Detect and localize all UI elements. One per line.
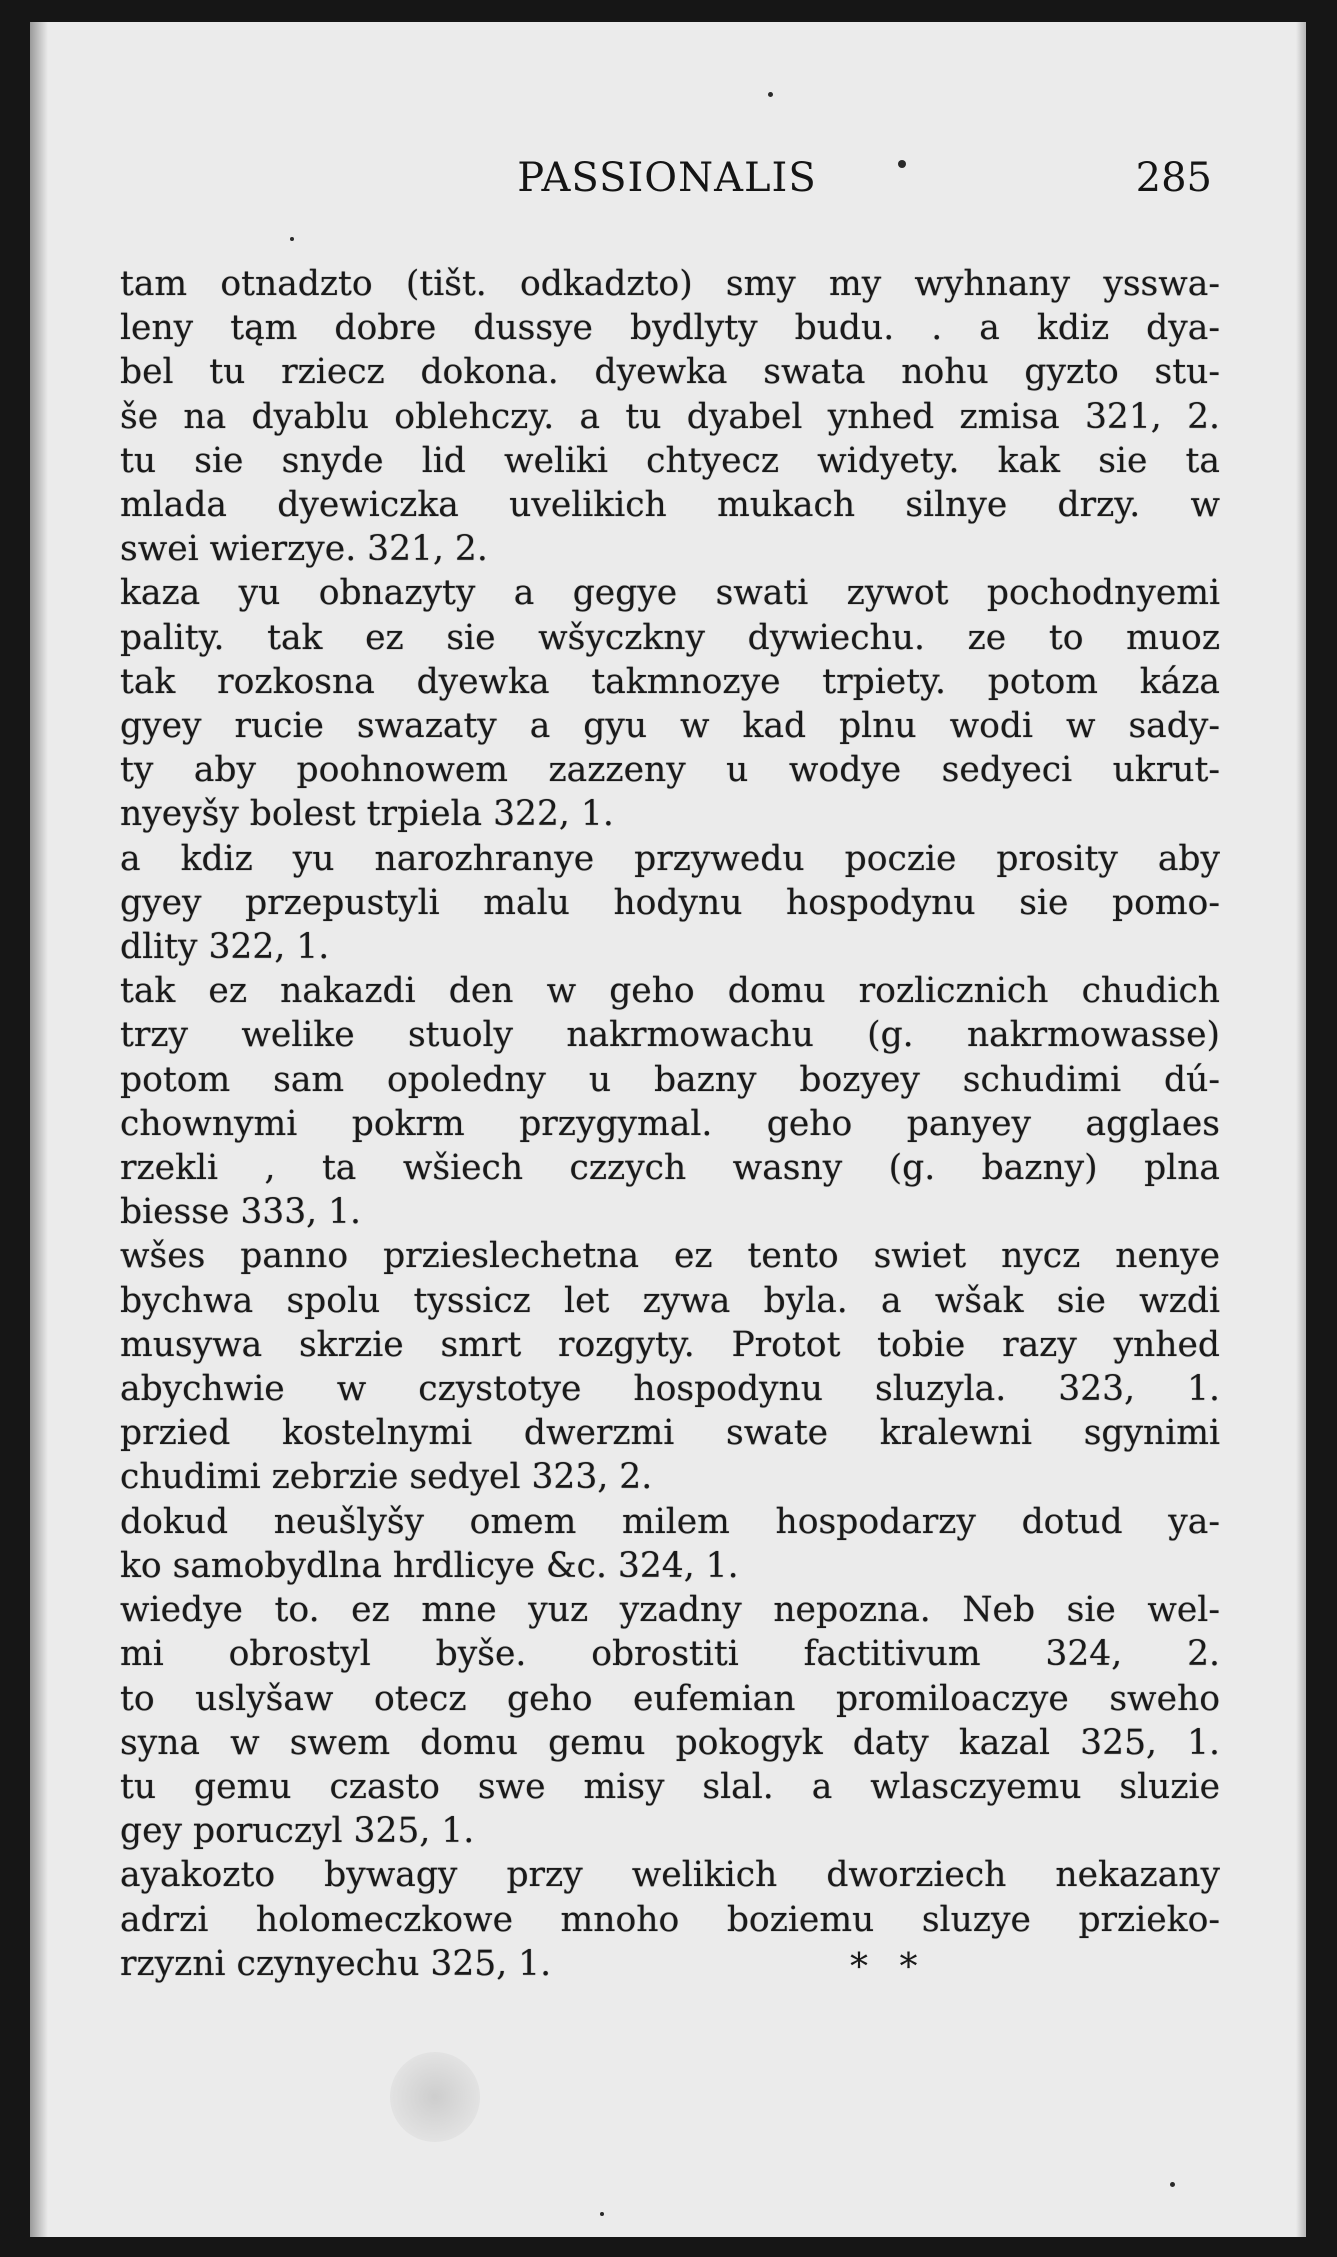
text-line: gey poruczyl 325, 1. — [120, 1811, 475, 1852]
page-header — [122, 155, 1212, 215]
text-line: musywa skrzie smrt rozgyty. Protot tobie razy ynhed — [120, 1324, 1220, 1365]
text-line: chownymi pokrm przygymal. geho panyey agglaes — [120, 1103, 1220, 1144]
text-line: rzyzni czynyechu 325, 1. — [120, 1943, 552, 1984]
page-number: 285 — [1135, 155, 1212, 201]
page-gutter-shadow — [30, 22, 48, 2237]
text-line: to uslyšaw otecz geho eufemian promiloaczye sweho — [120, 1678, 1220, 1719]
text-line: abychwie w czystotye hospodynu sluzyla. 323, 1. — [120, 1369, 1220, 1410]
text-line: leny tąm dobre dussye bydlyty budu. . a kdiz dya- — [120, 308, 1220, 349]
text-line: še na dyablu oblehczy. a tu dyabel ynhed zmisa 321, 2. — [120, 396, 1220, 437]
text-line: dlity 322, 1. — [120, 927, 330, 968]
text-line: potom sam opoledny u bazny bozyey schudimi dú- — [120, 1059, 1220, 1100]
text-line: tam otnadzto (tišt. odkadzto) smy my wyhnany ysswa- — [120, 264, 1220, 304]
text-line: ko samobydlna hrdlicye &c. 324, 1. — [120, 1545, 739, 1586]
page-edge-shadow — [1296, 22, 1306, 2237]
text-line: chudimi zebrzie sedyel 323, 2. — [120, 1457, 653, 1498]
body-text — [120, 262, 1220, 1986]
ink-speck — [600, 2212, 604, 2216]
ink-speck — [768, 92, 773, 97]
text-line: bychwa spolu tyssicz let zywa byla. a wšak sie wzdi — [120, 1280, 1220, 1321]
text-line: biesse 333, 1. — [120, 1192, 362, 1233]
book-page — [30, 22, 1306, 2237]
text-line: ty aby poohnowem zazzeny u wodye sedyeci ukrut- — [120, 750, 1220, 791]
text-line: trzy welike stuoly nakrmowachu (g. nakrmowasse) — [120, 1015, 1220, 1056]
ink-speck — [1170, 2182, 1175, 2187]
ink-speck — [290, 237, 294, 241]
text-line: wšes panno przieslechetna ez tento swiet nycz nenye — [120, 1236, 1220, 1277]
text-line: tak rozkosna dyewka takmnozye trpiety. potom káza — [120, 661, 1220, 702]
text-line: tu gemu czasto swe misy slal. a wlasczyemu sluzie — [120, 1766, 1220, 1807]
text-line: dokud neušlyšy omem milem hospodarzy dotud ya- — [120, 1501, 1220, 1542]
closing-asterisks: * * — [850, 1947, 928, 1988]
text-line: a kdiz yu narozhranye przywedu poczie prosity aby — [120, 838, 1220, 879]
text-line: syna w swem domu gemu pokogyk daty kazal 325, 1. — [120, 1722, 1220, 1763]
text-line: przied kostelnymi dwerzmi swate kralewni sgynimi — [120, 1413, 1220, 1454]
text-line: adrzi holomeczkowe mnoho boziemu sluzye przieko- — [120, 1899, 1220, 1940]
text-line: nyeyšy bolest trpiela 322, 1. — [120, 794, 614, 835]
text-line: pality. tak ez sie wšyczkny dywiechu. ze to muoz — [120, 617, 1220, 658]
text-line: tu sie snyde lid weliki chtyecz widyety. kak sie ta — [120, 440, 1220, 481]
text-line: gyey przepustyli malu hodynu hospodynu sie pomo- — [120, 882, 1220, 923]
text-line: gyey rucie swazaty a gyu w kad plnu wodi w sady- — [120, 706, 1220, 747]
text-line: mlada dyewiczka uvelikich mukach silnye drzy. w — [120, 485, 1220, 526]
text-line: tak ez nakazdi den w geho domu rozlicznich chudich — [120, 971, 1220, 1012]
running-title: PASSIONALIS — [517, 155, 817, 201]
text-line: rzekli , ta wšiech czzych wasny (g. bazny) plna — [120, 1148, 1220, 1189]
paper-stain — [390, 2052, 480, 2142]
text-line: bel tu rziecz dokona. dyewka swata nohu gyzto stu- — [120, 352, 1220, 393]
text-line: mi obrostyl byše. obrostiti factitivum 324, 2. — [120, 1634, 1220, 1675]
text-line: ayakozto bywagy przy welikich dworziech nekazany — [120, 1855, 1220, 1896]
text-line: kaza yu obnazyty a gegye swati zywot pochodnyemi — [120, 573, 1220, 614]
text-line: wiedye to. ez mne yuz yzadny nepozna. Neb sie wel- — [120, 1590, 1220, 1631]
text-line: swei wierzye. 321, 2. — [120, 529, 488, 570]
